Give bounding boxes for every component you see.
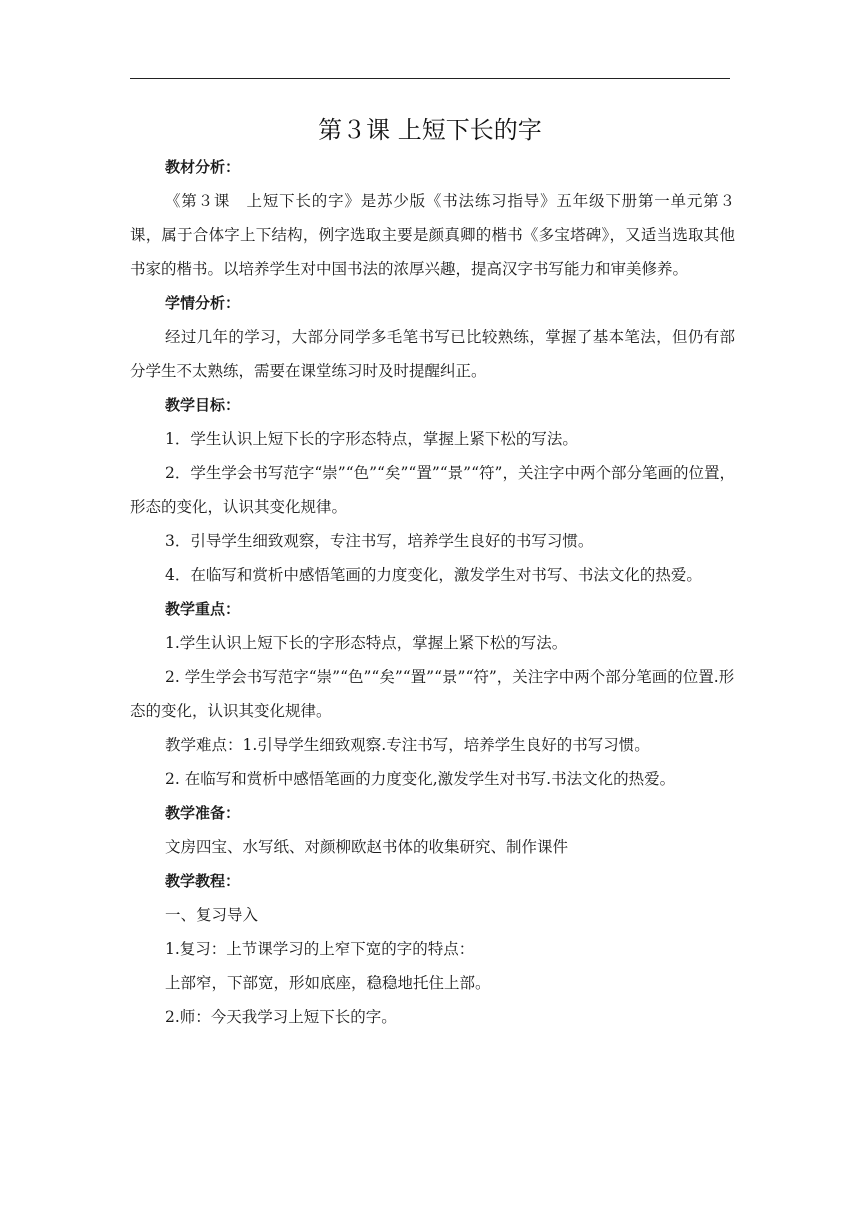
heading-keypoints: 教学重点： bbox=[165, 600, 241, 618]
goal-item: 1．学生认识上短下长的字形态特点，掌握上紧下松的写法。 bbox=[165, 430, 578, 448]
paragraph-analysis: 《第３课 上短下长的字》是苏少版《书法练习指导》五年级下册第一单元第３课，属于合体字上下结构，例字选取主要是颜真卿的楷书《多宝塔碑》，又适当选取其他书家的楷书。以培养学生对中国书法的浓厚兴趣，提高汉字书写能力和审美修养。 bbox=[130, 192, 735, 278]
goal-item: 4．在临写和赏析中感悟笔画的力度变化，激发学生对书写、书法文化的热爱。 bbox=[165, 566, 702, 584]
process-item: 上部窄，下部宽，形如底座，稳稳地托住上部。 bbox=[165, 974, 491, 992]
goal-item: 3．引导学生细致观察，专注书写，培养学生良好的书写习惯。 bbox=[165, 532, 594, 550]
heading-analysis: 教材分析： bbox=[165, 158, 241, 176]
document-body bbox=[130, 150, 735, 1034]
goal-item: 2．学生学会书写范字“崇”“色”“矣”“置”“景”“符”，关注字中两个部分笔画的位置，形态的变化，认识其变化规律。 bbox=[130, 464, 735, 516]
heading-goals: 教学目标： bbox=[165, 396, 241, 414]
page-title: 第３课 上短下长的字 bbox=[318, 116, 542, 144]
keypoint-item: 2. 学生学会书写范字“崇”“色”“矣”“置”“景”“符”，关注字中两个部分笔画的位置.形态的变化，认识其变化规律。 bbox=[130, 668, 735, 720]
header-rule bbox=[130, 78, 730, 79]
process-item: 2.师：今天我学习上短下长的字。 bbox=[165, 1008, 397, 1026]
heading-students: 学情分析： bbox=[165, 294, 241, 312]
process-item: 1.复习：上节课学习的上窄下宽的字的特点： bbox=[165, 940, 475, 958]
heading-process: 教学教程： bbox=[165, 872, 241, 890]
difficulty-item: 教学难点：1.引导学生细致观察.专注书写，培养学生良好的书写习惯。 bbox=[165, 736, 650, 754]
process-item: 一、复习导入 bbox=[165, 906, 259, 924]
keypoint-item: 1.学生认识上短下长的字形态特点，掌握上紧下松的写法。 bbox=[165, 634, 568, 652]
paragraph-students: 经过几年的学习，大部分同学多毛笔书写已比较熟练，掌握了基本笔法，但仍有部分学生不太熟练，需要在课堂练习时及时提醒纠正。 bbox=[130, 328, 735, 380]
difficulty-item: 2. 在临写和赏析中感悟笔画的力度变化,激发学生对书写.书法文化的热爱。 bbox=[165, 770, 676, 788]
heading-prep: 教学准备： bbox=[165, 804, 241, 822]
paragraph-prep: 文房四宝、水写纸、对颜柳欧赵书体的收集研究、制作课件 bbox=[165, 838, 569, 856]
